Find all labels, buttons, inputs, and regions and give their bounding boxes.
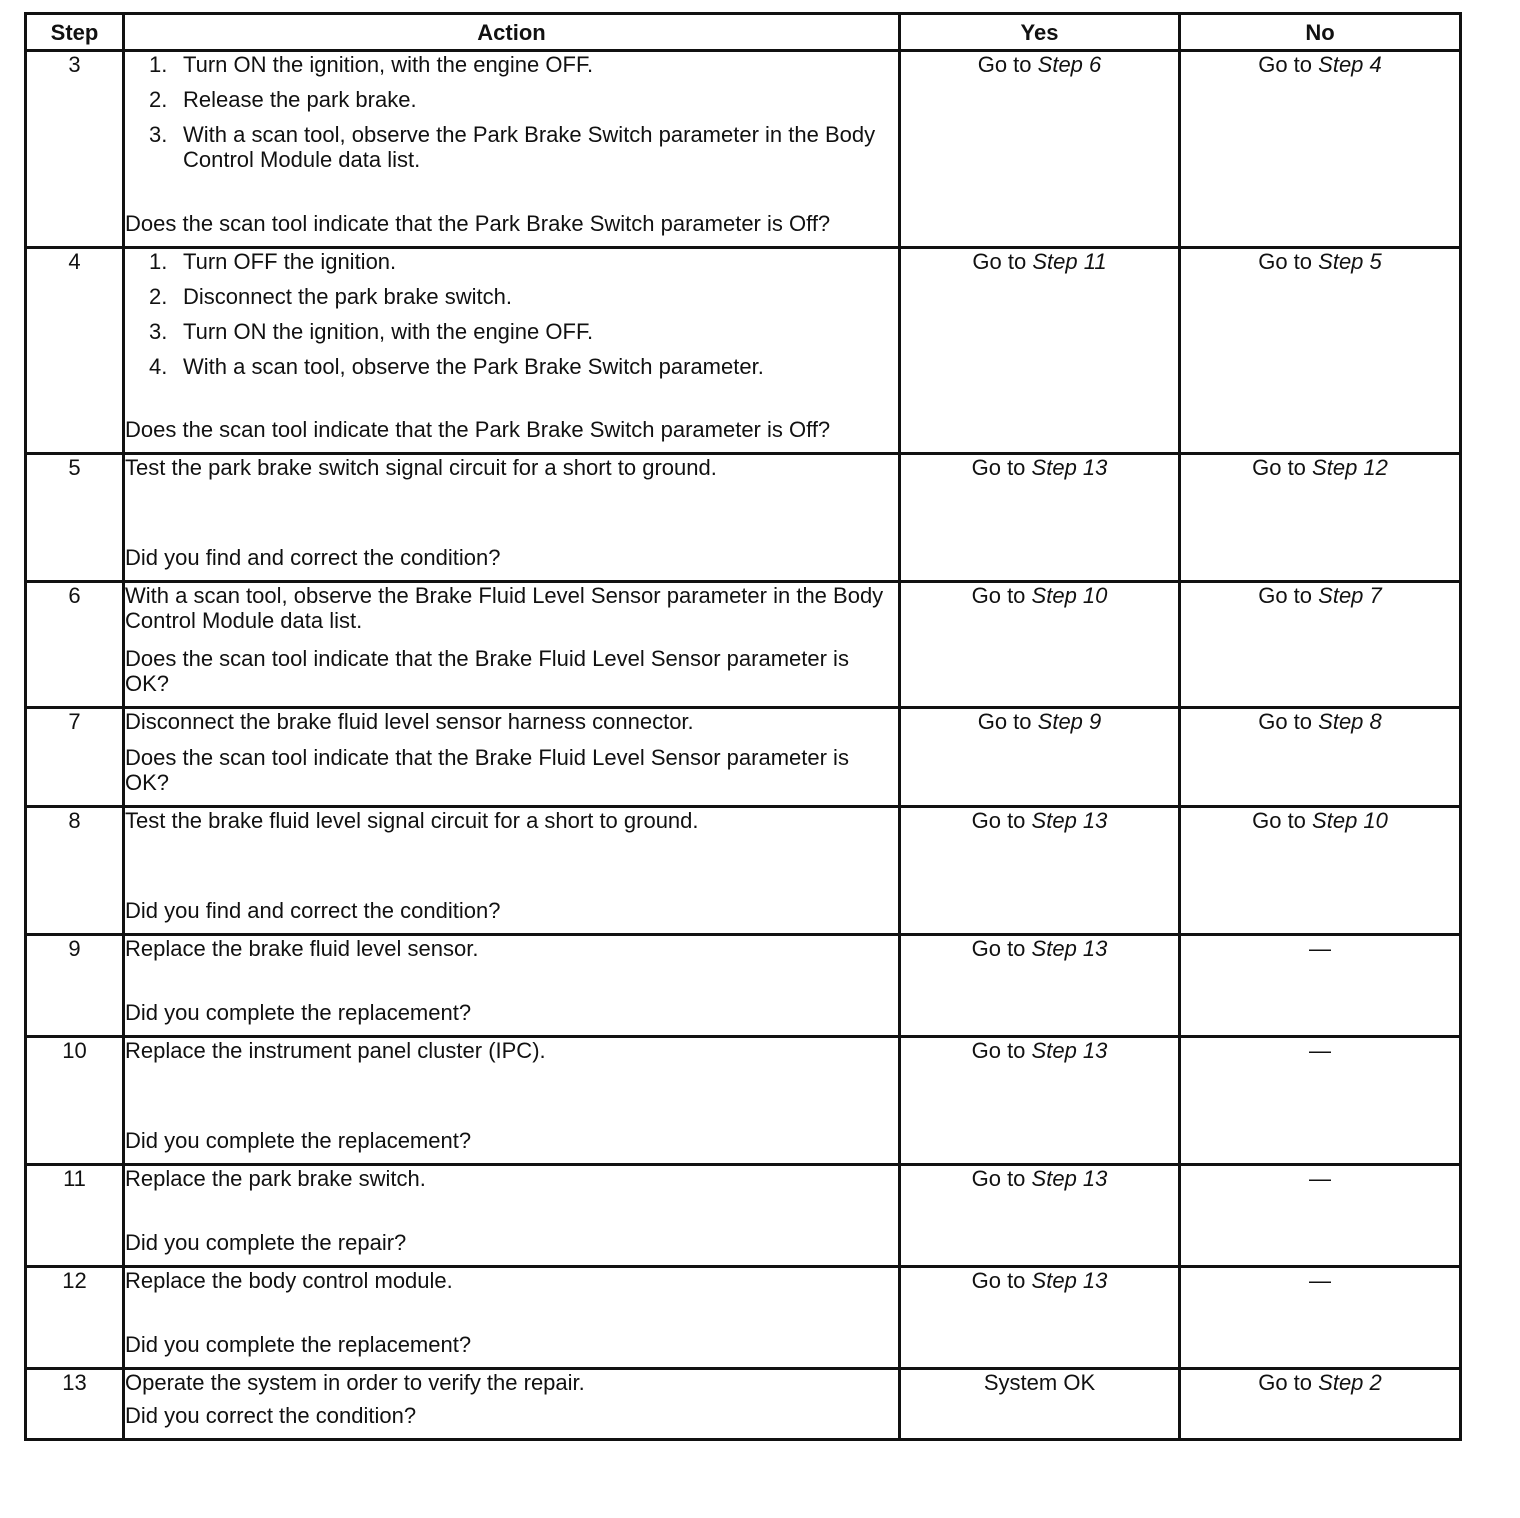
header-action: Action [124,14,900,51]
no-step-ref: Step 7 [1318,583,1382,608]
spacer [125,833,898,898]
go-to-label: Go to [972,249,1027,274]
substep-number: 3. [149,319,168,344]
spacer [125,1395,898,1403]
substep-text: With a scan tool, observe the Park Brake Switch parameter. [183,354,764,379]
step-number: 11 [26,1165,124,1267]
yes-step-ref: Step 13 [1031,455,1108,480]
step-number: 3 [26,51,124,248]
substep-text: Turn OFF the ignition. [183,249,397,274]
substep-text: With a scan tool, observe the Park Brake Switch parameter in the Body Control Module data list. [183,122,876,172]
instruction-text: Disconnect the brake fluid level sensor harness connector. [125,709,694,734]
action-content [125,1038,898,1153]
spacer [125,961,898,1000]
go-to-label: Go to [1258,583,1313,608]
go-to-label: Go to [1258,709,1313,734]
no-dash: — [1309,936,1331,961]
go-to-label: Go to [977,52,1032,77]
action-cell [124,454,900,582]
question-text: Did you correct the condition? [125,1403,417,1428]
no-cell [1180,807,1461,935]
go-to-label: Go to [971,1268,1026,1293]
action-content [125,709,898,795]
instruction-text: Test the park brake switch signal circuit for a short to ground. [125,455,717,480]
question-text: Did you complete the replacement? [125,1332,472,1357]
spacer [125,182,898,211]
yes-cell [900,51,1180,248]
header-step: Step [26,14,124,51]
table-row [26,582,1461,708]
no-cell [1180,1165,1461,1267]
question-text: Did you find and correct the condition? [125,898,501,923]
action-cell [124,1165,900,1267]
substep-number: 3. [149,122,168,147]
substep-text: Release the park brake. [183,87,417,112]
yes-step-ref: Step 10 [1031,583,1108,608]
go-to-label: Go to [1252,808,1306,833]
no-dash: — [1309,1166,1331,1191]
instruction-text: Replace the park brake switch. [125,1166,426,1191]
question-text: Did you complete the repair? [125,1230,407,1255]
no-step-ref: Step 5 [1318,249,1382,274]
substep-number: 1. [149,52,168,77]
no-dash: — [1309,1038,1331,1063]
action-cell [124,582,900,708]
spacer [125,734,898,745]
yes-cell [900,1165,1180,1267]
substep-item [149,122,898,172]
yes-cell [900,807,1180,935]
action-content [125,249,898,442]
substep-number: 2. [149,284,168,309]
table-row [26,1267,1461,1369]
substep-item [149,52,898,77]
question-text: Does the scan tool indicate that the Park Brake Switch parameter is Off? [125,211,831,236]
table-row [26,708,1461,807]
no-cell [1180,248,1461,454]
substep-item [149,87,898,112]
action-content [125,52,898,236]
substep-item [149,249,898,274]
no-cell [1180,1037,1461,1165]
no-cell [1180,935,1461,1037]
no-cell [1180,708,1461,807]
go-to-label: Go to [971,1166,1026,1191]
step-number: 5 [26,454,124,582]
spacer [125,389,898,417]
action-cell [124,807,900,935]
action-cell [124,935,900,1037]
step-number: 13 [26,1369,124,1440]
no-cell [1180,1267,1461,1369]
no-cell [1180,582,1461,708]
instruction-text: Replace the instrument panel cluster (IPC). [125,1038,546,1063]
action-content [125,808,898,923]
go-to-label: Go to [971,936,1026,961]
no-step-ref: Step 10 [1312,808,1388,833]
no-cell [1180,51,1461,248]
yes-step-ref: Step 13 [1031,1166,1108,1191]
yes-result-text: System OK [983,1370,1096,1395]
substep-number: 2. [149,87,168,112]
no-step-ref: Step 2 [1318,1370,1382,1395]
action-content [125,583,898,696]
substep-text: Turn ON the ignition, with the engine OFF. [183,319,594,344]
no-cell [1180,454,1461,582]
yes-step-ref: Step 13 [1031,808,1108,833]
go-to-label: Go to [1258,1370,1313,1395]
spacer [125,1063,898,1128]
action-cell [124,51,900,248]
yes-cell [900,935,1180,1037]
header-no: No [1180,14,1461,51]
question-text: Did you complete the replacement? [125,1128,472,1153]
yes-cell [900,582,1180,708]
yes-step-ref: Step 11 [1032,249,1107,274]
substep-text: Turn ON the ignition, with the engine OFF. [183,52,594,77]
spacer [125,480,898,545]
table-body [26,51,1461,1440]
header-row [26,14,1461,51]
go-to-label: Go to [977,709,1032,734]
yes-cell [900,708,1180,807]
table-row [26,51,1461,248]
table-row [26,935,1461,1037]
substep-item [149,319,898,344]
step-number: 10 [26,1037,124,1165]
action-cell [124,1267,900,1369]
yes-step-ref: Step 13 [1031,1268,1108,1293]
header-yes: Yes [900,14,1180,51]
instruction-text: Operate the system in order to verify the repair. [125,1370,585,1395]
substep-list [125,52,898,182]
go-to-label: Go to [971,455,1026,480]
action-content [125,1268,898,1357]
go-to-label: Go to [971,1038,1026,1063]
spacer [125,633,898,646]
action-cell [124,1369,900,1440]
yes-step-ref: Step 6 [1037,52,1102,77]
go-to-label: Go to [1258,52,1313,77]
no-cell [1180,1369,1461,1440]
go-to-label: Go to [971,808,1026,833]
diagnostic-table [24,12,1462,1441]
action-cell [124,248,900,454]
no-step-ref: Step 8 [1318,709,1382,734]
table-row [26,807,1461,935]
go-to-label: Go to [1252,455,1306,480]
spacer [125,1293,898,1332]
yes-cell [900,1267,1180,1369]
substep-number: 4. [149,354,168,379]
table-row [26,454,1461,582]
action-content [125,936,898,1025]
no-step-ref: Step 12 [1312,455,1388,480]
action-content [125,1166,898,1255]
table-row [26,248,1461,454]
question-text: Did you find and correct the condition? [125,545,501,570]
yes-cell [900,1037,1180,1165]
spacer [125,1191,898,1230]
action-content [125,1370,898,1428]
yes-step-ref: Step 13 [1031,1038,1108,1063]
action-cell [124,1037,900,1165]
no-dash: — [1309,1268,1331,1293]
action-cell [124,708,900,807]
yes-step-ref: Step 9 [1037,709,1102,734]
instruction-text: With a scan tool, observe the Brake Fluid Level Sensor parameter in the Body Control Module data list. [125,583,884,633]
yes-step-ref: Step 13 [1031,936,1108,961]
yes-cell [900,248,1180,454]
question-text: Does the scan tool indicate that the Brake Fluid Level Sensor parameter is OK? [125,745,849,795]
step-number: 7 [26,708,124,807]
table-row [26,1037,1461,1165]
no-step-ref: Step 4 [1318,52,1382,77]
table-row [26,1165,1461,1267]
instruction-text: Test the brake fluid level signal circuit for a short to ground. [125,808,699,833]
substep-item [149,284,898,309]
table-row [26,1369,1461,1440]
step-number: 9 [26,935,124,1037]
step-number: 8 [26,807,124,935]
substep-list [125,249,898,389]
step-number: 4 [26,248,124,454]
step-number: 6 [26,582,124,708]
question-text: Does the scan tool indicate that the Brake Fluid Level Sensor parameter is OK? [125,646,849,696]
action-content [125,455,898,570]
instruction-text: Replace the brake fluid level sensor. [125,936,479,961]
substep-number: 1. [149,249,168,274]
yes-cell [900,454,1180,582]
substep-text: Disconnect the park brake switch. [183,284,512,309]
go-to-label: Go to [971,583,1026,608]
instruction-text: Replace the body control module. [125,1268,453,1293]
question-text: Does the scan tool indicate that the Park Brake Switch parameter is Off? [125,417,831,442]
question-text: Did you complete the replacement? [125,1000,472,1025]
substep-item [149,354,898,379]
step-number: 12 [26,1267,124,1369]
go-to-label: Go to [1258,249,1313,274]
yes-cell [900,1369,1180,1440]
